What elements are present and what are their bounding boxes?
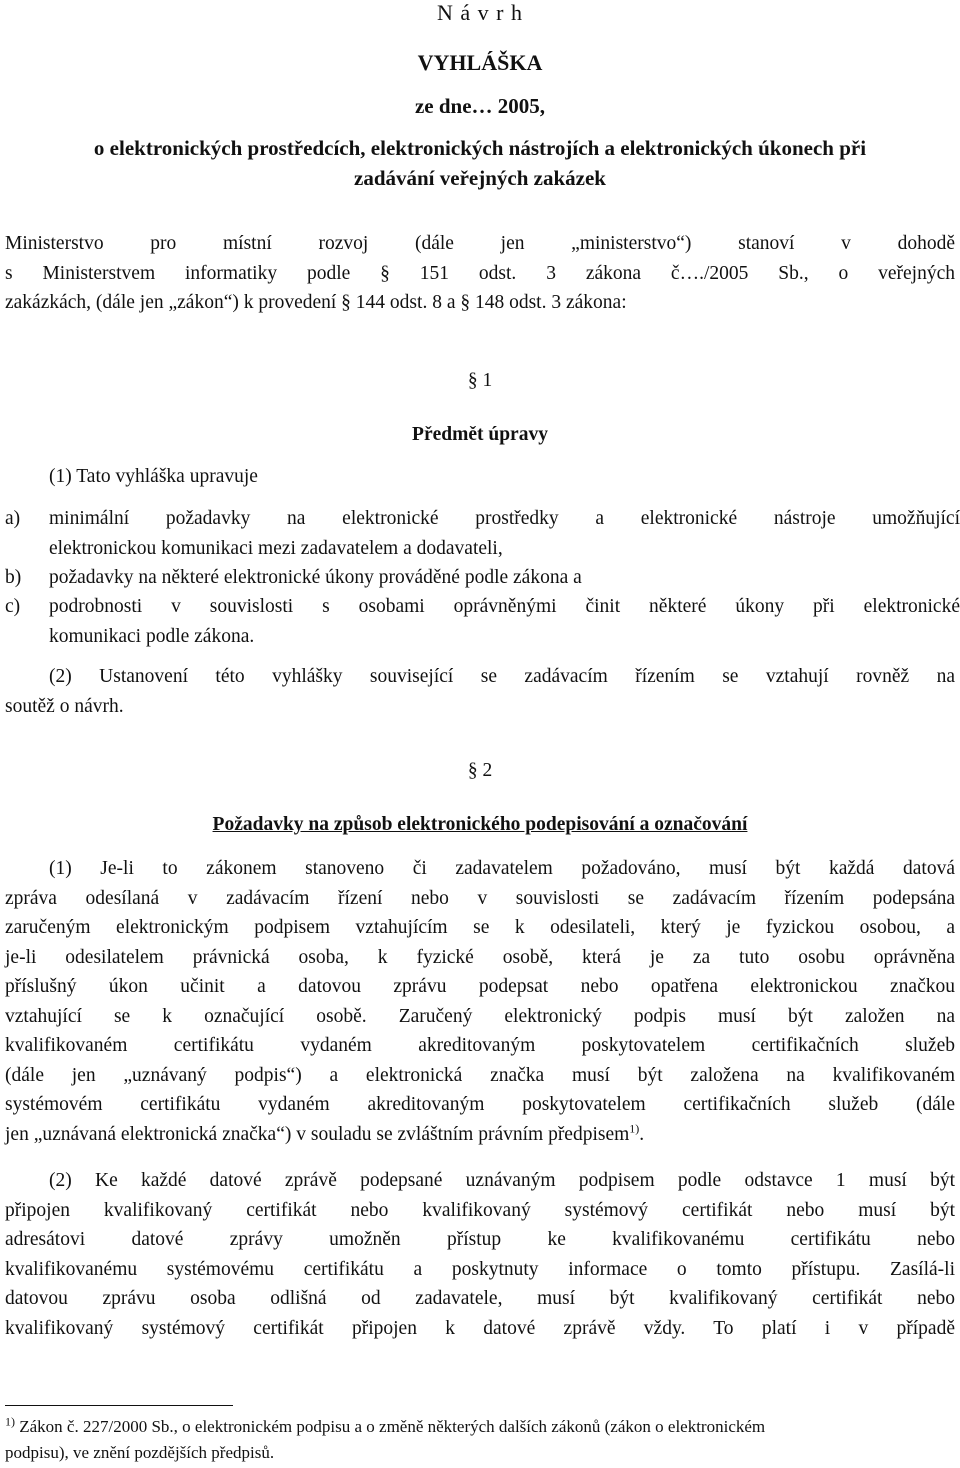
para-line: kvalifikovanému systémovému certifikátu a poskytnuty informace o tomto přístupu. Zasílá-li [5, 1258, 955, 1280]
list-item-a [5, 504, 960, 564]
list-item-c [5, 592, 960, 652]
list-item-text: požadavky na některé elektronické úkony prováděné podle zákona a [49, 567, 582, 588]
list-item-text: podrobnosti v souvislosti s osobami oprávněnými činit některé úkony při elektronické [49, 596, 960, 617]
para-line: (2) Ke každé datové zprávě podepsané uznávaným podpisem podle odstavce 1 musí být [49, 1170, 955, 1191]
date-line: ze dne… 2005, [414, 94, 546, 118]
para-line: (2) Ustanovení této vyhlášky související se zadávacím řízením se vztahují rovněž na [49, 666, 955, 687]
section-1-heading: Předmět úpravy [412, 424, 548, 445]
para-line: (dále jen „uznávaný podpis“) a elektronická značka musí být založena na kvalifikovaném [5, 1064, 955, 1086]
para-line: datovou zprávu osoba odlišná od zadavatele, musí být kvalifikovaný certifikát nebo [5, 1288, 955, 1309]
subject-line-1: o elektronických prostředcích, elektronických nástrojích a elektronických úkonech při [93, 136, 867, 160]
footnote-line-2: podpisu), ve znění pozdějších předpisů. [5, 1443, 275, 1462]
para-line: kvalifikovaném certifikátu vydaném akreditovaným poskytovatelem certifikačních služeb [5, 1035, 955, 1056]
para-line: systémovém certifikátu vydaném akreditovaným poskytovatelem certifikačních služeb (dále [5, 1094, 955, 1115]
preamble-line: zakázkách, (dále jen „zákon“) k provedení § 144 odst. 8 a § 148 odst. 3 zákona: [5, 292, 627, 313]
section-1-number: § 1 [467, 370, 493, 391]
list-item-text: komunikaci podle zákona. [49, 625, 255, 647]
footnote-line-1 [5, 1414, 955, 1440]
para-line-text: jen „uznávaná elektronická značka“) v souladu se zvláštním právním předpisem [5, 1123, 630, 1145]
list-item-text: minimální požadavky na elektronické prostředky a elektronické nástroje umožňující [49, 508, 960, 529]
section-2-para-2 [5, 1166, 955, 1343]
list-item-label: c) [5, 596, 21, 617]
footnote-reference[interactable]: 1) [629, 1121, 640, 1135]
para-line: vztahující se k označující osobě. Zaručený elektronický podpis musí být založen na [5, 1005, 955, 1027]
preamble [5, 229, 955, 318]
para-line-last [5, 1120, 955, 1150]
para-line: zpráva odesílaná v zadávacím řízení nebo v souvislosti se zadávacím řízením podepsána [5, 887, 955, 909]
section-2-number: § 2 [467, 760, 493, 781]
para-line: adresátovi datové zprávy umožněn přístup ke kvalifikovanému certifikátu nebo [5, 1229, 955, 1250]
para-line: zaručeným elektronickým podpisem vztahujícím se k odesilateli, který je fyzickou osobou, a [5, 917, 955, 938]
preamble-line: Ministerstvo pro místní rozvoj (dále jen „ministerstvo“) stanoví v dohodě [5, 233, 955, 254]
para-line-end: . [639, 1123, 645, 1145]
para-line: příslušný úkon učinit a datovou zprávu podepsat nebo opatřena elektronickou značkou [5, 976, 955, 997]
footnote-marker: 1) [5, 1414, 15, 1429]
para-line: je-li odesilatelem právnická osoba, k fyzické osobě, která je za tuto osobu oprávněna [5, 946, 955, 968]
draft-label: N á v r h [437, 0, 523, 25]
list-item-label: b) [5, 567, 22, 588]
section-1-para-1-intro: (1) Tato vyhláška upravuje [49, 466, 258, 487]
para-line: soutěž o návrh. [5, 695, 124, 717]
para-line: (1) Je-li to zákonem stanoveno či zadavatelem požadováno, musí být každá datová [49, 858, 955, 879]
list-item-text: elektronickou komunikaci mezi zadavatelem a dodavateli, [49, 537, 503, 559]
footnote [5, 1414, 955, 1466]
para-line: kvalifikovaný systémový certifikát připojen k datové zprávě vždy. To platí i v případě [5, 1317, 955, 1339]
section-2-heading: Požadavky na způsob elektronického podepisování a označování [212, 814, 748, 835]
section-1-para-2 [5, 662, 955, 721]
para-line: připojen kvalifikovaný certifikát nebo kvalifikovaný systémový certifikát nebo musí být [5, 1199, 955, 1221]
footnote-text: Zákon č. 227/2000 Sb., o elektronickém podpisu a o změně některých dalších zákonů (zákon o elektronickém [15, 1417, 766, 1436]
section-2-para-1 [5, 854, 955, 1149]
preamble-line: s Ministerstvem informatiky podle § 151 odst. 3 zákona č…./2005 Sb., o veřejných [5, 262, 955, 284]
list-item-b [5, 563, 955, 593]
footnote-divider [5, 1405, 233, 1406]
list-item-label: a) [5, 508, 21, 529]
subject-line-2: zadávání veřejných zakázek [354, 166, 606, 190]
document-title: VYHLÁŠKA [417, 50, 543, 75]
